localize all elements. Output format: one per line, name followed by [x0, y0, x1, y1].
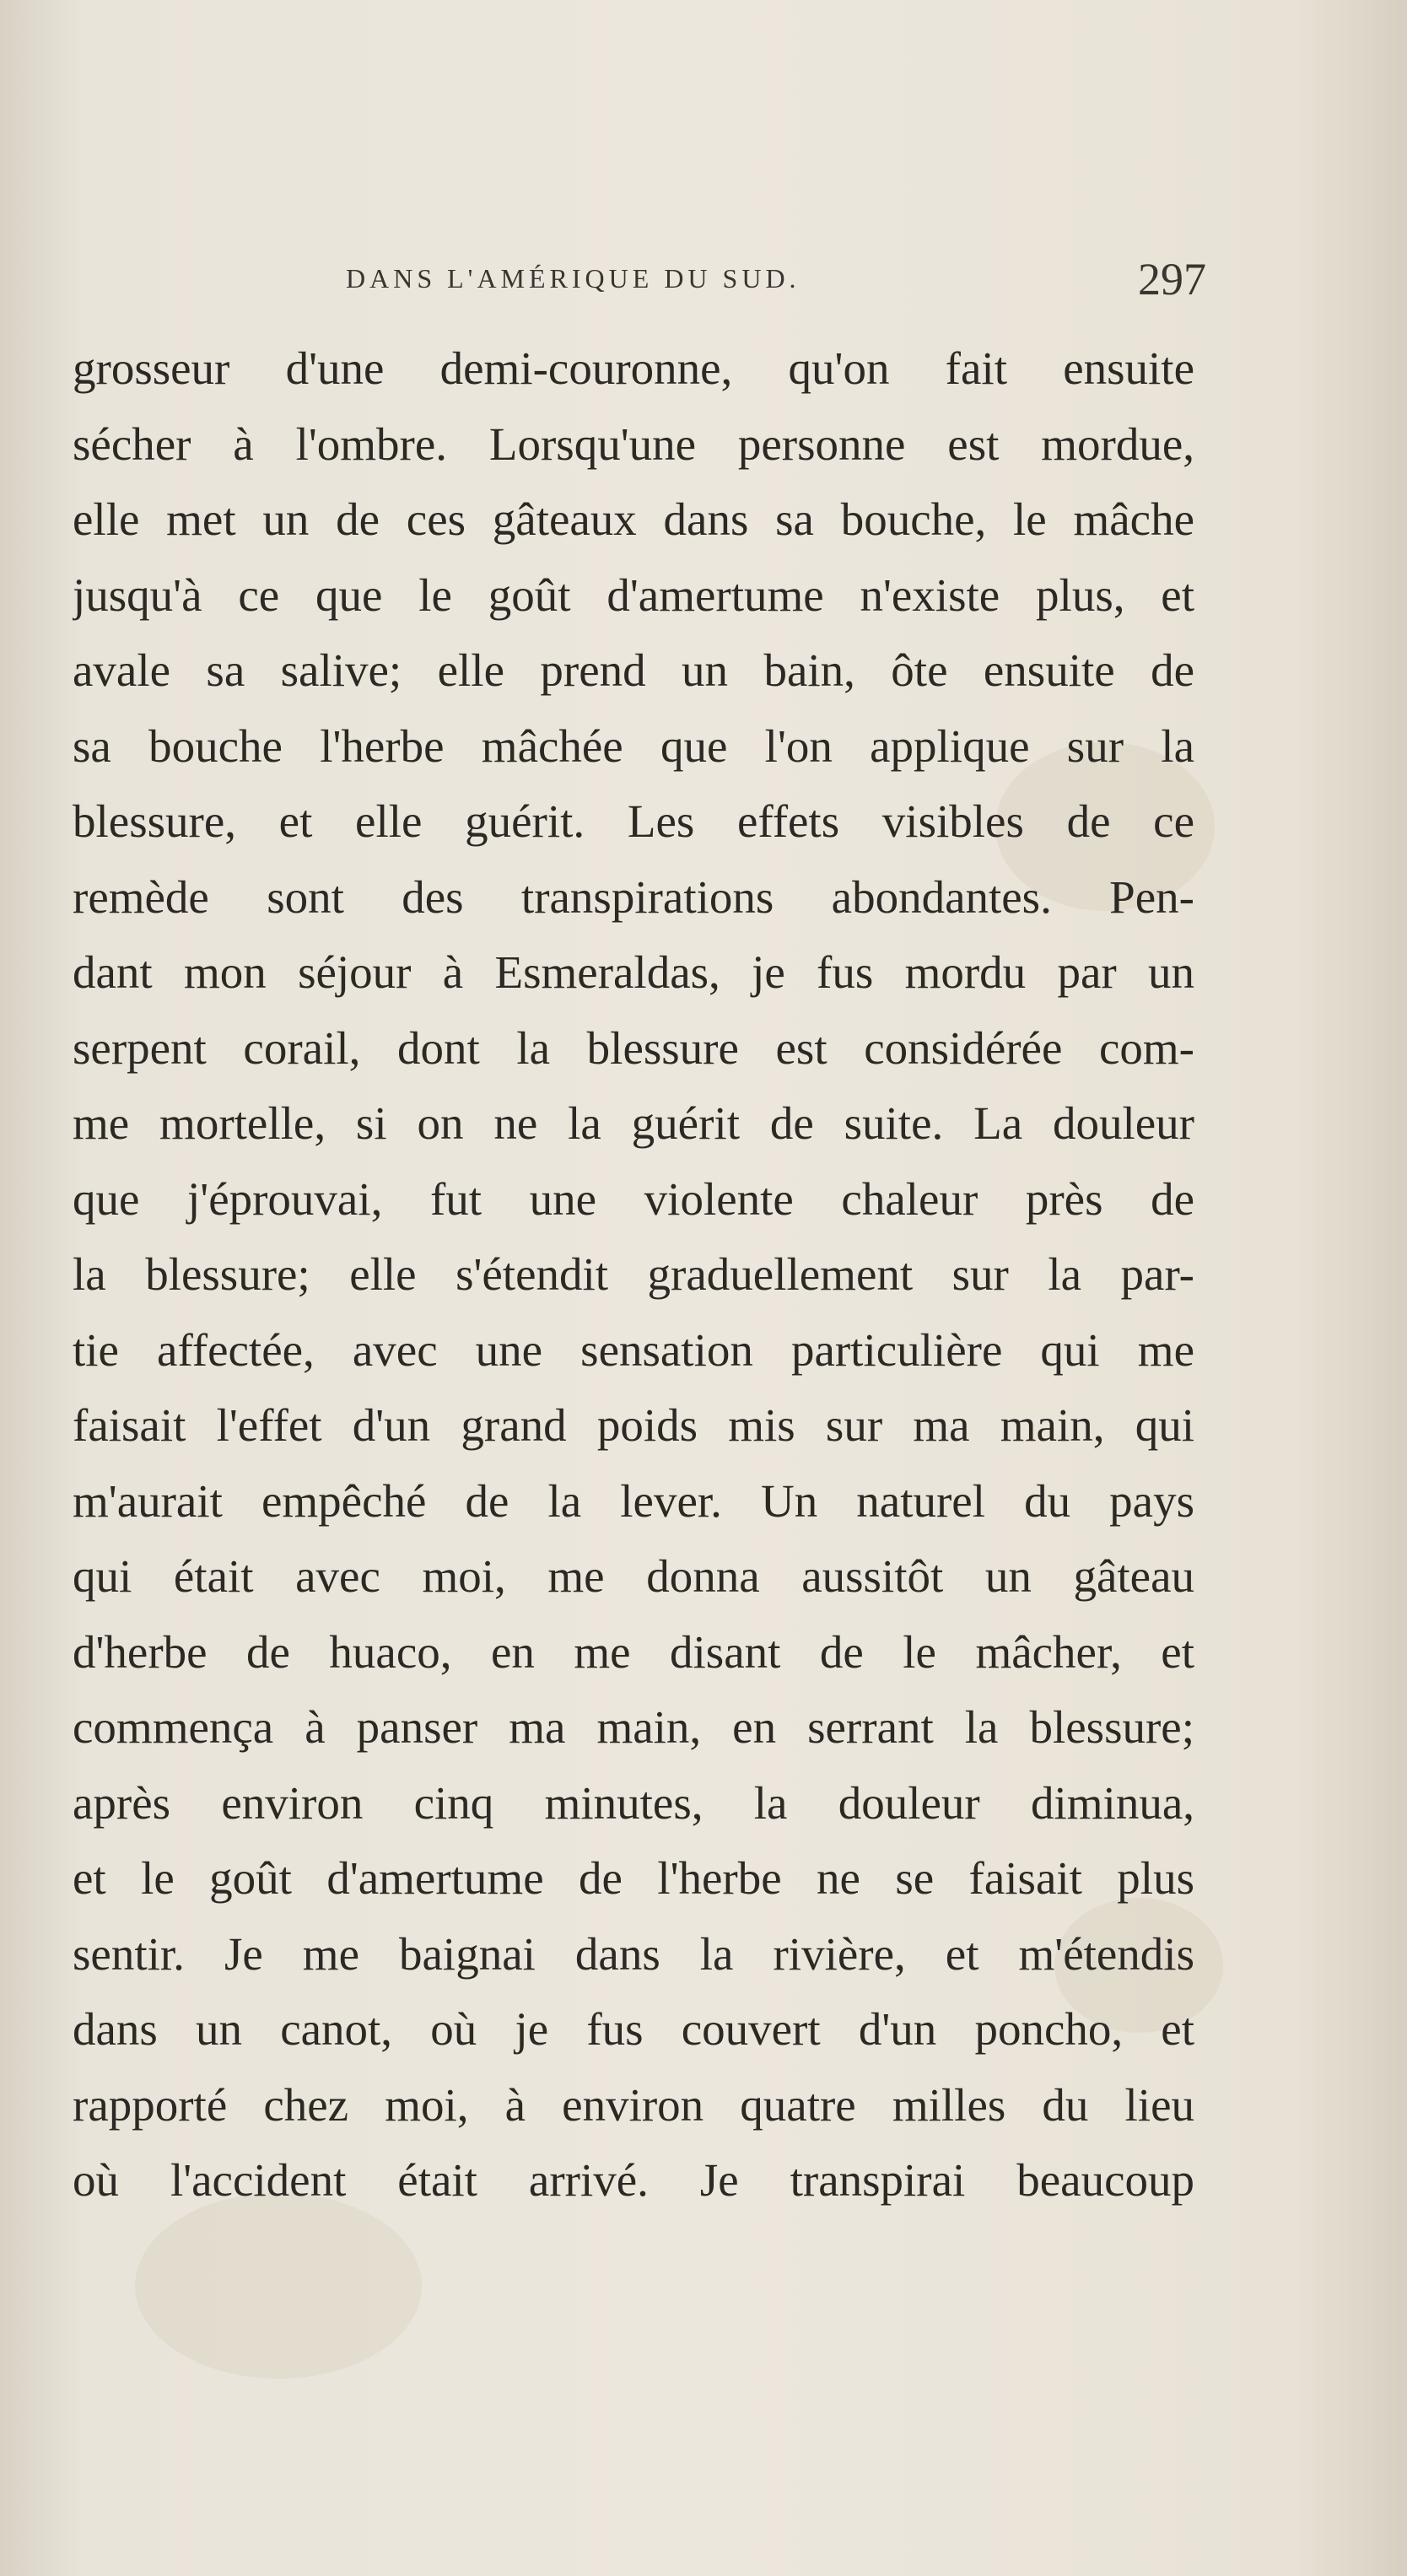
- text-line: et le goût d'amertume de l'herbe ne se faisait plus: [73, 1852, 1194, 1904]
- text-line: sentir. Je me baignai dans la rivière, et m'étendis: [73, 1927, 1194, 1980]
- page-number: 297: [1138, 254, 1206, 304]
- text-line: d'herbe de huaco, en me disant de le mâcher, et: [73, 1625, 1194, 1678]
- text-line: m'aurait empêché de la lever. Un naturel du pays: [73, 1474, 1194, 1527]
- running-head: DANS L'AMÉRIQUE DU SUD.: [346, 263, 801, 294]
- text-line: où l'accident était arrivé. Je transpirai beaucoup: [73, 2154, 1194, 2206]
- text-line: remède sont des transpirations abondantes. Pen-: [73, 870, 1194, 923]
- text-line: elle met un de ces gâteaux dans sa bouche, le mâche: [73, 493, 1194, 545]
- text-line: tie affectée, avec une sensation particulière qui me: [73, 1323, 1194, 1376]
- page-header: [346, 253, 1206, 321]
- text-line: avale sa salive; elle prend un bain, ôte ensuite de: [73, 644, 1194, 696]
- text-line: jusqu'à ce que le goût d'amertume n'existe plus, et: [73, 569, 1194, 621]
- paper-stain: [135, 2193, 422, 2379]
- text-line: dant mon séjour à Esmeraldas, je fus mordu par un: [73, 946, 1194, 998]
- text-line: serpent corail, dont la blessure est considérée com-: [73, 1021, 1194, 1074]
- body-text: [73, 331, 1194, 2218]
- text-line: qui était avec moi, me donna aussitôt un gâteau: [73, 1550, 1194, 1602]
- text-line: après environ cinq minutes, la douleur diminua,: [73, 1776, 1194, 1829]
- text-line: commença à panser ma main, en serrant la blessure;: [73, 1701, 1194, 1753]
- text-line: blessure, et elle guérit. Les effets visibles de ce: [73, 795, 1194, 847]
- text-line: grosseur d'une demi-couronne, qu'on fait ensuite: [73, 342, 1194, 394]
- text-line: sa bouche l'herbe mâchée que l'on applique sur la: [73, 719, 1194, 772]
- text-line: que j'éprouvai, fut une violente chaleur près de: [73, 1172, 1194, 1225]
- text-line: me mortelle, si on ne la guérit de suite. La douleur: [73, 1097, 1194, 1149]
- text-line: faisait l'effet d'un grand poids mis sur ma main, qui: [73, 1399, 1194, 1451]
- text-line: rapporté chez moi, à environ quatre milles du lieu: [73, 2078, 1194, 2131]
- text-line: dans un canot, où je fus couvert d'un poncho, et: [73, 2003, 1194, 2055]
- text-line: la blessure; elle s'étendit graduellement sur la par-: [73, 1248, 1194, 1300]
- text-line: sécher à l'ombre. Lorsqu'une personne est mordue,: [73, 418, 1194, 470]
